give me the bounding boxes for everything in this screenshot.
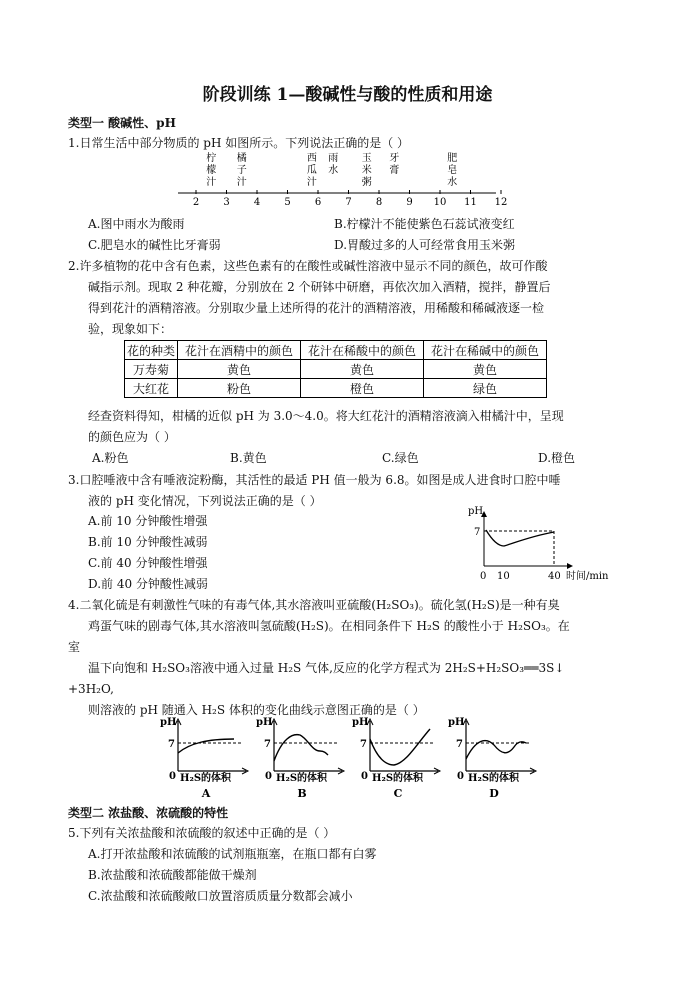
q4-graph-curve	[370, 729, 430, 765]
ph-tick-label: 2	[192, 197, 200, 208]
table-row	[125, 360, 547, 379]
substance-label: 橘	[236, 153, 247, 164]
ph-tick-label: 4	[253, 197, 261, 208]
q4-graph-origin: 0	[265, 771, 272, 782]
q3-y-tick-7: 7	[474, 527, 481, 538]
q4-graph-origin: 0	[457, 771, 464, 782]
substance-label: 粥	[361, 177, 372, 188]
q4-graph-options	[160, 715, 580, 801]
table-header-row	[125, 341, 547, 360]
table-header-cell: 花的种类	[125, 341, 178, 360]
table-cell: 绿色	[424, 379, 547, 398]
q3-y-axis-label: pH	[468, 506, 484, 517]
ph-tick-label: 9	[406, 197, 413, 208]
q4-graph-letter: A	[201, 787, 211, 800]
q1-option-c[interactable]: C.肥皂水的碱性比牙膏弱	[88, 238, 221, 252]
substance-label: 膏	[389, 165, 400, 176]
q3-x-axis-label: 时间/min	[566, 571, 609, 582]
q5-option-a[interactable]: A.打开浓盐酸和浓硫酸的试剂瓶瓶塞，在瓶口都有白雾	[88, 847, 377, 861]
table-cell: 黄色	[301, 360, 424, 379]
q1-ph-scale	[170, 152, 510, 210]
q4-graph-option-d[interactable]	[448, 717, 536, 800]
q4-graph-option-a[interactable]	[160, 717, 248, 800]
table-header-cell: 花汁在稀酸中的颜色	[301, 341, 424, 360]
q3-ph-curve	[486, 530, 554, 546]
q2-after-line-2: 的颜色应为（ ）	[88, 430, 176, 444]
ph-tick-label: 7	[345, 197, 352, 208]
q4-graph-x-label: H₂S的体积	[276, 773, 328, 784]
q4-graph-option-c[interactable]	[352, 717, 440, 800]
substance-label: 玉	[361, 153, 372, 164]
q2-option-a[interactable]: A.粉色	[92, 451, 129, 465]
substance-label: 肥	[447, 153, 458, 164]
ph-tick-label: 5	[284, 197, 291, 208]
q4-graph-origin: 0	[361, 771, 368, 782]
q5-stem: 5.下列有关浓盐酸和浓硫酸的叙述中正确的是（ ）	[68, 826, 336, 840]
q3-x-tick: 10	[497, 571, 510, 582]
q4-graph-y-label: pH	[256, 717, 273, 728]
q5-option-b[interactable]: B.浓盐酸和浓硫酸都能做干燥剂	[88, 868, 257, 882]
q4-graph-y-label: pH	[448, 717, 465, 728]
substance-label: 雨	[328, 153, 339, 164]
q1-option-a[interactable]: A.图中雨水为酸雨	[88, 217, 185, 231]
q4-graph-y-tick: 7	[360, 739, 367, 750]
q3-option-d[interactable]: D.前 40 分钟酸性减弱	[88, 577, 208, 591]
q1-option-d[interactable]: D.胃酸过多的人可经常食用玉米粥	[334, 238, 516, 252]
q2-flower-table	[124, 340, 547, 398]
q4-line-6: 则溶液的 pH 随通入 H₂S 体积的变化曲线示意图正确的是（ ）	[88, 703, 425, 717]
q3-stem-line-1: 3.口腔唾液中含有唾液淀粉酶，其活性的最适 PH 值一般为 6.8。如图是成人进食时口腔中唾	[68, 473, 561, 487]
substance-label: 西	[306, 153, 317, 164]
q4-graph-y-label: pH	[352, 717, 369, 728]
ph-tick-label: 11	[464, 197, 477, 208]
ph-tick-label: 3	[223, 197, 230, 208]
q4-graph-letter: D	[489, 787, 499, 800]
q1-stem: 1.日常生活中部分物质的 pH 如图所示。下列说法正确的是（ ）	[68, 136, 410, 150]
q4-graph-curve	[178, 739, 234, 753]
table-cell: 黄色	[424, 360, 547, 379]
q4-graph-y-label: pH	[160, 717, 177, 728]
q3-saliva-ph-chart	[462, 500, 652, 588]
table-row	[125, 379, 547, 398]
q3-option-c[interactable]: C.前 40 分钟酸性增强	[88, 556, 208, 570]
q4-graph-x-label: H₂S的体积	[372, 773, 424, 784]
section-heading-2: 类型二 浓盐酸、浓硫酸的特性	[68, 806, 229, 820]
q2-after-line-1: 经查资料得知，柑橘的近似 pH 为 3.0～4.0。将大红花汁的酒精溶液滴入柑橘汁中，呈现	[88, 409, 564, 423]
q4-graph-letter: C	[393, 787, 403, 800]
ph-tick-label: 8	[375, 197, 383, 208]
table-cell: 黄色	[178, 360, 301, 379]
q3-option-a[interactable]: A.前 10 分钟酸性增强	[88, 514, 208, 528]
q2-stem-line-2: 碱指示剂。现取 2 种花瓣，分别放在 2 个研钵中研磨，再依次加入酒精，搅拌，静置后	[88, 280, 551, 294]
q1-option-b[interactable]: B.柠檬汁不能使紫色石蕊试液变红	[334, 217, 515, 231]
substance-label: 柠	[206, 153, 217, 164]
section-heading-1: 类型一 酸碱性、pH	[68, 116, 176, 130]
q2-option-b[interactable]: B.黄色	[230, 451, 267, 465]
q4-line-5: +3H₂O,	[68, 682, 114, 696]
q3-stem-line-2: 液的 pH 变化情况，下列说法正确的是（ ）	[88, 494, 322, 508]
ph-tick-label: 12	[494, 197, 508, 208]
q4-line-1: 4.二氧化硫是有刺激性气味的有毒气体,其水溶液叫亚硫酸(H₂SO₃)。硫化氢(H₂S)是一种有臭	[68, 598, 560, 612]
substance-label: 牙	[389, 153, 400, 164]
table-header-cell: 花汁在酒精中的颜色	[178, 341, 301, 360]
substance-label: 水	[447, 177, 458, 188]
substance-label: 汁	[306, 177, 317, 188]
table-cell: 橙色	[301, 379, 424, 398]
q4-graph-option-b[interactable]	[256, 717, 344, 800]
q4-graph-origin: 0	[169, 771, 176, 782]
q2-option-c[interactable]: C.绿色	[382, 451, 419, 465]
substance-label: 檬	[206, 165, 217, 176]
q4-graph-curve	[274, 735, 328, 761]
q4-graph-x-label: H₂S的体积	[180, 773, 232, 784]
substance-label: 米	[361, 165, 372, 176]
q4-line-3: 室	[68, 640, 81, 654]
page-title: 阶段训练 1—酸碱性与酸的性质和用途	[202, 85, 493, 105]
q4-graph-y-tick: 7	[456, 739, 463, 750]
q2-stem-line-4: 验，现象如下：	[88, 322, 173, 336]
q2-option-d[interactable]: D.橙色	[538, 451, 576, 465]
q4-line-4: 温下向饱和 H₂SO₃溶液中通入过量 H₂S 气体,反应的化学方程式为 2H₂S+H₂SO₃══3S↓	[88, 661, 565, 675]
q4-graph-y-tick: 7	[264, 739, 271, 750]
q5-option-c[interactable]: C.浓盐酸和浓硫酸敞口放置溶质质量分数都会减小	[88, 889, 353, 903]
q4-line-2: 鸡蛋气味的剧毒气体,其水溶液叫氢硫酸(H₂S)。在相同条件下 H₂S 的酸性小于 H₂SO₃。在	[88, 619, 570, 633]
q4-graph-y-tick: 7	[168, 739, 175, 750]
substance-label: 汁	[206, 177, 217, 188]
q2-stem-line-1: 2.许多植物的花中含有色素，这些色素有的在酸性或碱性溶液中显示不同的颜色，故可作酸	[68, 259, 548, 273]
substance-label: 皂	[447, 165, 458, 176]
q3-x-tick: 0	[480, 571, 487, 582]
substance-label: 子	[236, 165, 247, 176]
table-cell: 大红花	[125, 379, 178, 398]
q3-x-tick: 40	[548, 571, 561, 582]
q4-graph-x-label: H₂S的体积	[468, 773, 520, 784]
table-cell: 粉色	[178, 379, 301, 398]
ph-tick-label: 6	[314, 197, 322, 208]
substance-label: 水	[328, 165, 339, 176]
substance-label: 瓜	[306, 165, 317, 176]
substance-label: 汁	[236, 177, 247, 188]
table-header-cell: 花汁在稀碱中的颜色	[424, 341, 547, 360]
table-cell: 万寿菊	[125, 360, 178, 379]
q3-option-b[interactable]: B.前 10 分钟酸性减弱	[88, 535, 208, 549]
ph-tick-label: 10	[433, 197, 447, 208]
q2-stem-line-3: 得到花汁的酒精溶液。分别取少量上述所得的花汁的酒精溶液，用稀酸和稀碱液逐一检	[88, 301, 545, 315]
q4-graph-letter: B	[297, 787, 307, 800]
